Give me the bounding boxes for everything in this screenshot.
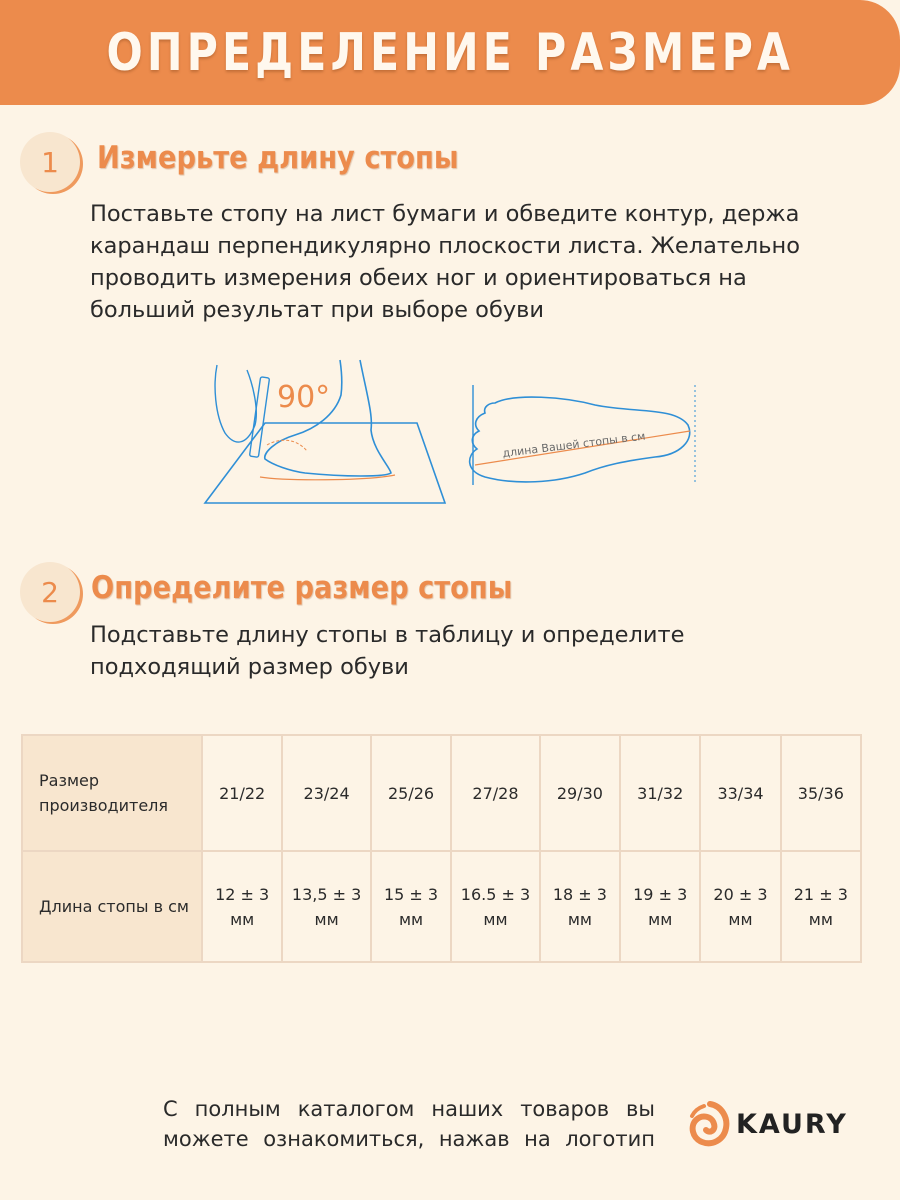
angle-label: 90° — [277, 380, 331, 415]
row-header-length: Длина стопы в см — [22, 851, 202, 962]
step-1-title: Измерьте длину стопы — [97, 140, 459, 176]
length-label: длина Вашей стопы в см — [501, 429, 647, 460]
logo-spiral-icon — [686, 1100, 730, 1148]
length-cell: 13,5 ± 3 мм — [282, 851, 371, 962]
size-cell: 23/24 — [282, 735, 371, 851]
step-2-title: Определите размер стопы — [91, 570, 513, 606]
length-cell: 12 ± 3 мм — [202, 851, 282, 962]
logo-text: KAURY — [736, 1108, 848, 1140]
hand-outline — [215, 365, 256, 442]
length-cell: 20 ± 3 мм — [700, 851, 780, 962]
step-1-text: Поставьте стопу на лист бумаги и обведите контур, держа карандаш перпендикулярно плоскости листа. Желательно проводить измерения обеих ног и ориентироваться на больший результат при выборе обуви — [90, 201, 800, 323]
footer-line-2: можете ознакомиться, нажав на логотип — [163, 1127, 655, 1151]
foot-measure-illustration — [195, 355, 715, 515]
paper-sheet-shape — [205, 423, 445, 503]
step-1-number: 1 — [41, 145, 59, 179]
length-cell: 15 ± 3 мм — [371, 851, 451, 962]
size-cell: 31/32 — [620, 735, 700, 851]
foot-illustration-svg — [195, 355, 715, 515]
step-2-badge — [20, 562, 80, 622]
kaury-logo[interactable] — [686, 1100, 848, 1148]
size-cell: 25/26 — [371, 735, 451, 851]
size-cell: 27/28 — [451, 735, 540, 851]
footer-line-1: С полным каталогом наших товаров вы — [163, 1097, 655, 1121]
step-2-number: 2 — [41, 575, 59, 609]
length-cell: 16.5 ± 3 мм — [451, 851, 540, 962]
length-cell: 21 ± 3 мм — [781, 851, 861, 962]
size-cell: 21/22 — [202, 735, 282, 851]
table-row-sizes — [22, 735, 861, 851]
page-title: ОПРЕДЕЛЕНИЕ РАЗМЕРА — [106, 22, 794, 83]
row-header-size: Размер производителя — [22, 735, 202, 851]
length-cell: 19 ± 3 мм — [620, 851, 700, 962]
footer-text — [163, 1094, 655, 1154]
length-cell: 18 ± 3 мм — [540, 851, 620, 962]
size-cell: 33/34 — [700, 735, 780, 851]
table-row-lengths — [22, 851, 861, 962]
size-table — [21, 734, 862, 963]
step-2-text: Подставьте длину стопы в таблицу и определите подходящий размер обуви — [90, 622, 685, 680]
step-1-badge — [20, 132, 80, 192]
page-header — [0, 0, 900, 105]
size-cell: 29/30 — [540, 735, 620, 851]
size-cell: 35/36 — [781, 735, 861, 851]
foot-outline — [265, 360, 391, 476]
